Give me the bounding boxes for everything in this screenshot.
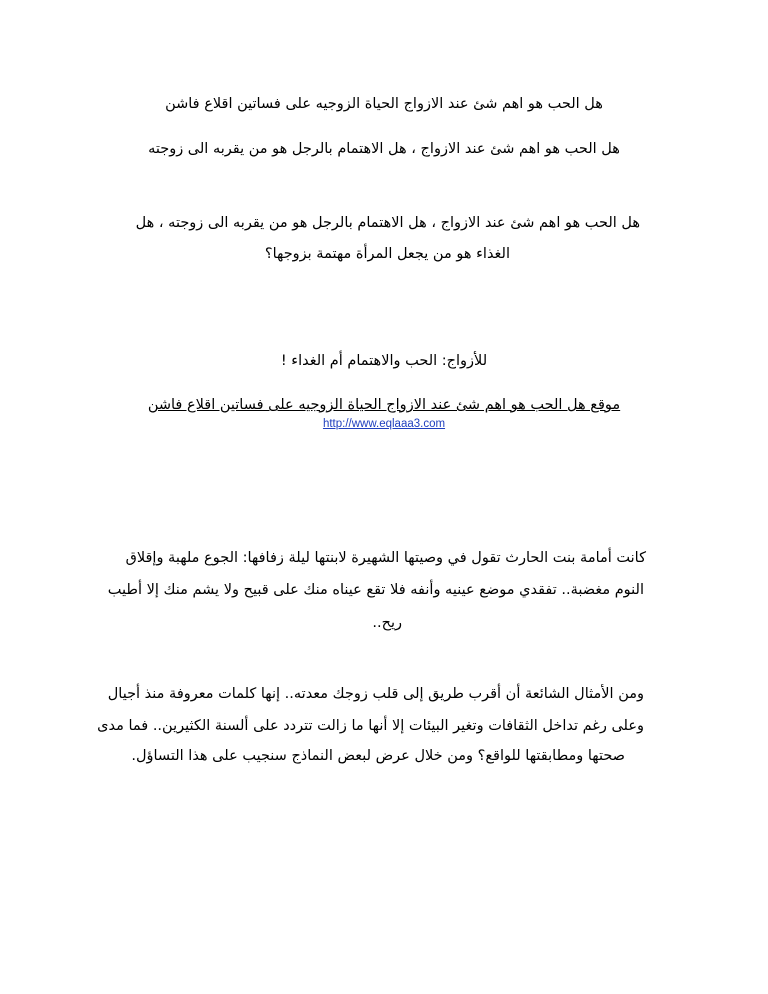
question-2-line-1: هل الحب هو اهم شئ عند الازواج ، هل الاهتمام بالرجل هو من يقربه الى زوجته ، هل [135,215,640,231]
subtitle: للأزواج: الحب والاهتمام أم الغداء ! [280,353,488,369]
paragraph-2-line-2: وعلى رغم تداخل الثقافات وتغير البيئات إلا أنها ما زالت تتردد على ألسنة الكثيرين.. فما مدى [97,718,644,734]
paragraph-1-line-3: ريح.. [372,615,402,631]
paragraph-2-line-3: صحتها ومطابقتها للواقع؟ ومن خلال عرض لبعض النماذج سنجيب على هذا التساؤل. [131,748,625,764]
question-2-line-2: الغذاء هو من يجعل المرأة مهتمة بزوجها؟ [264,246,510,262]
paragraph-1-line-1: كانت أمامة بنت الحارث تقول في وصيتها الشهيرة لابنتها ليلة زفافها: الجوع ملهبة وإقلاق [125,550,646,566]
paragraph-2-line-1: ومن الأمثال الشائعة أن أقرب طريق إلى قلب زوجك معدته.. إنها كلمات معروفة منذ أجيال [107,686,644,702]
paragraph-1-line-2: النوم مغضبة.. تفقدي موضع عينيه وأنفه فلا تقع عيناه منك على قبيح ولا يشم منك إلا أطيب [107,582,644,598]
document-heading: هل الحب هو اهم شئ عند الازواج الحياة الزوجيه على فساتين اقلاع فاشن [165,96,603,112]
question-line-1: هل الحب هو اهم شئ عند الازواج ، هل الاهتمام بالرجل هو من يقربه الى زوجته [148,141,620,157]
source-link-title[interactable]: موقع هل الحب هو اهم شئ عند الازواج الحياة الزوجيه على فساتين اقلاع فاشن [147,397,621,413]
source-url-link[interactable]: http://www.eqlaaa3.com [322,418,446,430]
